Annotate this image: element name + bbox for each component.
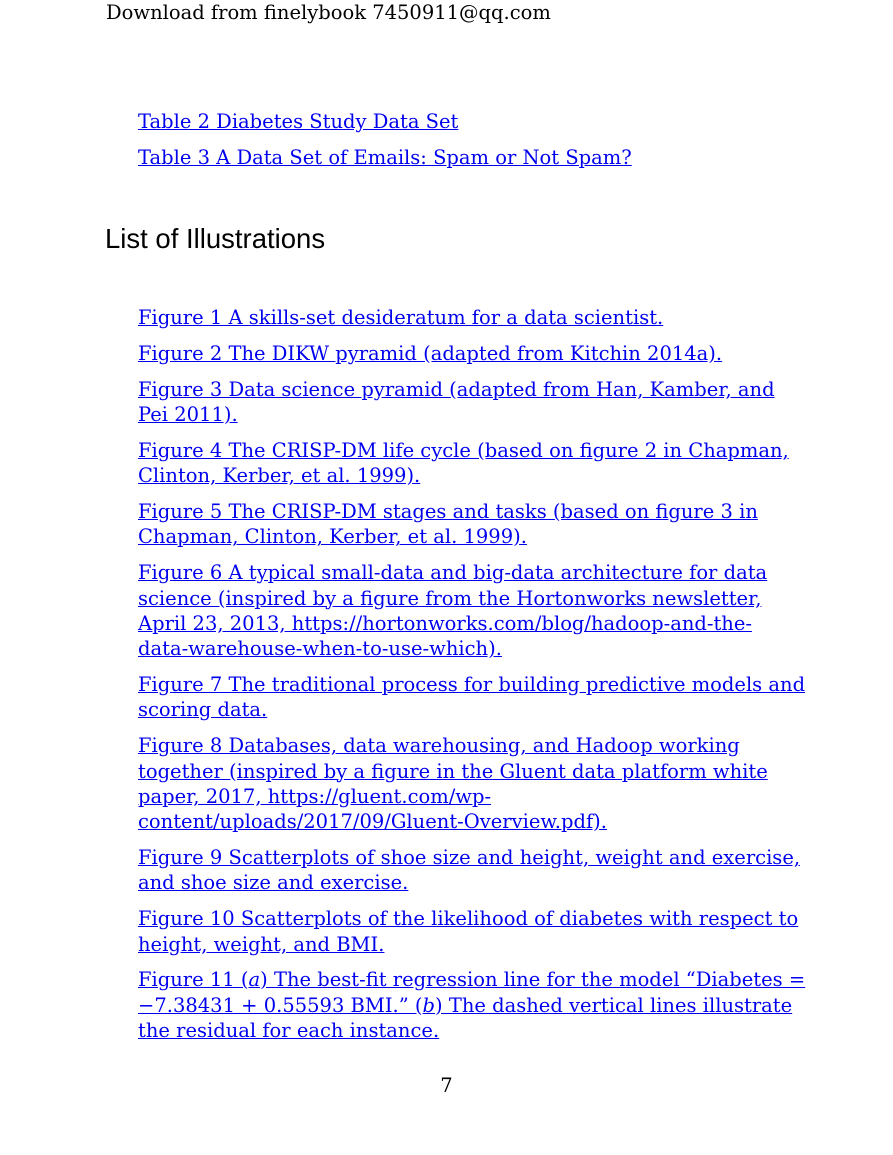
- figure-11-part-b: b: [422, 993, 436, 1017]
- figure-link-text: Figure 7 The traditional process for building predictive models and: [138, 673, 806, 697]
- figure-link-text: Figure 5 The CRISP-DM stages and tasks (based on figure 3 in: [138, 500, 758, 524]
- table-link-3[interactable]: Table 3 A Data Set of Emails: Spam or Not Spam?: [138, 146, 632, 169]
- figure-link-8[interactable]: [138, 733, 788, 834]
- figure-link-2[interactable]: [138, 341, 788, 366]
- figure-link-5[interactable]: [138, 499, 788, 550]
- figure-11-text: Figure 11 (: [138, 968, 249, 992]
- figure-link-text: Figure 4 The CRISP-DM life cycle (based on figure 2 in Chapman,: [138, 438, 789, 462]
- figure-link-text: the residual for each instance.: [138, 1019, 440, 1043]
- figure-link-text: Figure 3 Data science pyramid (adapted from Han, Kamber, and: [138, 377, 775, 401]
- figure-link-text: paper, 2017, https://gluent.com/wp-: [138, 784, 492, 808]
- figure-11-text: ) The dashed vertical lines illustrate: [435, 993, 793, 1017]
- figure-link-text: [138, 993, 793, 1018]
- figure-link-11[interactable]: [138, 967, 806, 1043]
- page-number: 7: [440, 1074, 453, 1097]
- figure-link-text: content/uploads/2017/09/Gluent-Overview.pdf).: [138, 810, 607, 834]
- figure-link-text: Figure 6 A typical small-data and big-data architecture for data: [138, 561, 768, 585]
- figure-link-7[interactable]: [138, 672, 806, 723]
- figure-link-text: Clinton, Kerber, et al. 1999).: [138, 464, 421, 488]
- watermark-header: Download from finelybook 7450911@qq.com: [106, 1, 551, 24]
- figure-link-3[interactable]: [138, 377, 788, 428]
- figure-link-text: together (inspired by a figure in the Gluent data platform white: [138, 759, 768, 783]
- figure-link-text: Figure 10 Scatterplots of the likelihood of diabetes with respect to: [138, 907, 799, 931]
- figure-link-text: and shoe size and exercise.: [138, 871, 409, 895]
- figure-link-text: Figure 1 A skills-set desideratum for a data scientist.: [138, 306, 664, 329]
- figure-link-4[interactable]: [138, 438, 788, 489]
- figure-11-text: ) The best-fit regression line for the model “Diabetes =: [260, 968, 806, 992]
- figure-link-text: Chapman, Clinton, Kerber, et al. 1999).: [138, 525, 527, 549]
- figure-link-text: height, weight, and BMI.: [138, 932, 385, 956]
- figure-link-text: scoring data.: [138, 698, 268, 722]
- figure-11-text: −7.38431 + 0.55593 BMI.” (: [138, 993, 423, 1017]
- figure-link-6[interactable]: [138, 560, 788, 661]
- figure-link-text: April 23, 2013, https://hortonworks.com/blog/hadoop-and-the-: [138, 611, 752, 635]
- figure-11-part-a: a: [248, 968, 261, 992]
- section-title: List of Illustrations: [105, 223, 326, 254]
- figure-link-text: Pei 2011).: [138, 403, 238, 427]
- figure-link-text: Figure 2 The DIKW pyramid (adapted from Kitchin 2014a).: [138, 341, 723, 365]
- figure-link-9[interactable]: [138, 845, 801, 896]
- figure-link-text: Figure 8 Databases, data warehousing, and Hadoop working: [138, 734, 740, 758]
- figure-link-10[interactable]: [138, 906, 799, 957]
- figure-link-text: data-warehouse-when-to-use-which).: [138, 637, 502, 661]
- figure-link-text: [138, 967, 806, 992]
- figure-link-text: science (inspired by a figure from the Hortonworks newsletter,: [138, 586, 762, 610]
- table-links-list: [138, 104, 818, 176]
- figure-links-list: [138, 305, 806, 1054]
- figure-link-1[interactable]: [138, 305, 788, 330]
- table-link-2[interactable]: Table 2 Diabetes Study Data Set: [138, 110, 459, 133]
- figure-link-text: Figure 9 Scatterplots of shoe size and height, weight and exercise,: [138, 846, 801, 870]
